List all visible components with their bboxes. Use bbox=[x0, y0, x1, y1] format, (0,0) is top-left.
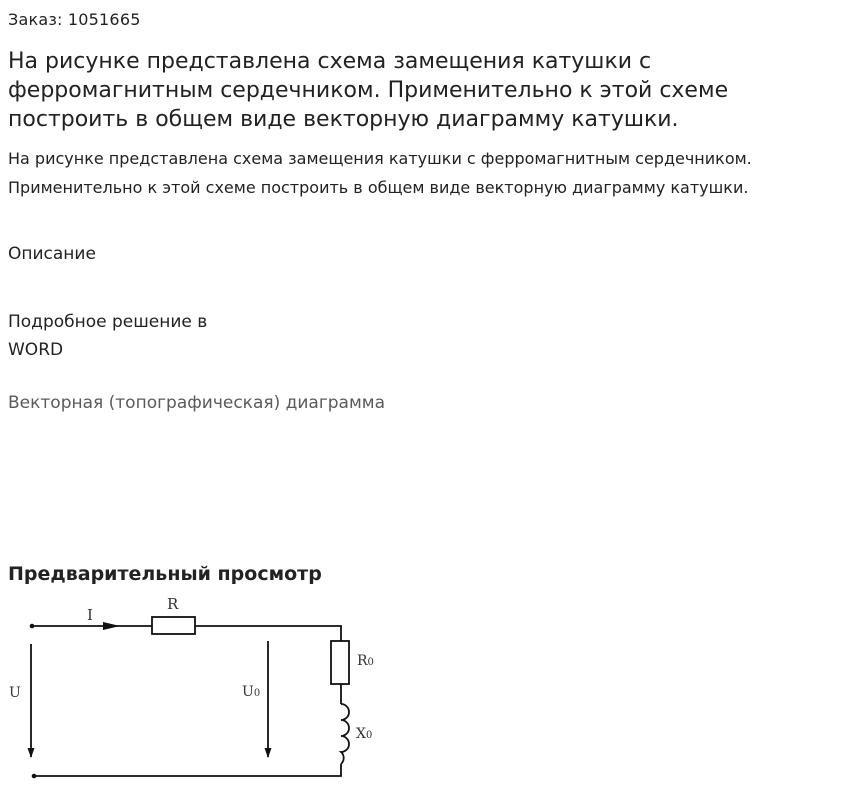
inductor-x0 bbox=[341, 704, 349, 764]
solution-line-1: Подробное решение в bbox=[8, 312, 208, 332]
inductor-x0-label: X0 bbox=[356, 726, 373, 742]
input-terminal-bottom bbox=[32, 774, 37, 779]
voltage-u-label: U bbox=[9, 685, 21, 701]
current-label: I bbox=[87, 606, 93, 624]
solution-note bbox=[8, 308, 258, 364]
equivalent-circuit-diagram bbox=[0, 590, 400, 790]
order-number: Заказ: 1051665 bbox=[8, 10, 141, 29]
resistor-r0 bbox=[331, 641, 349, 684]
vector-diagram-link[interactable]: Векторная (топографическая) диаграмма bbox=[8, 393, 386, 413]
preview-heading: Предварительный просмотр bbox=[8, 563, 322, 585]
bottom-wire bbox=[34, 764, 341, 776]
current-arrow bbox=[103, 622, 120, 630]
description-heading: Описание bbox=[8, 244, 96, 264]
top-wire-right bbox=[195, 626, 341, 641]
task-text: На рисунке представлена схема замещения катушки с ферромагнитным сердечником. Применительно к этой схеме построить в общем виде векторную диаграмму катушки. bbox=[8, 149, 752, 197]
voltage-u0-label: U0 bbox=[242, 684, 261, 700]
page-title: На рисунке представлена схема замещения катушки с ферромагнитным сердечником. Применительно к этой схеме построить в общем виде векторную диаграмму катушки. bbox=[8, 49, 729, 132]
resistor-r0-label: R0 bbox=[357, 653, 374, 669]
resistor-r-label: R bbox=[167, 595, 179, 613]
resistor-r bbox=[152, 617, 195, 634]
solution-line-2: WORD bbox=[8, 340, 64, 360]
